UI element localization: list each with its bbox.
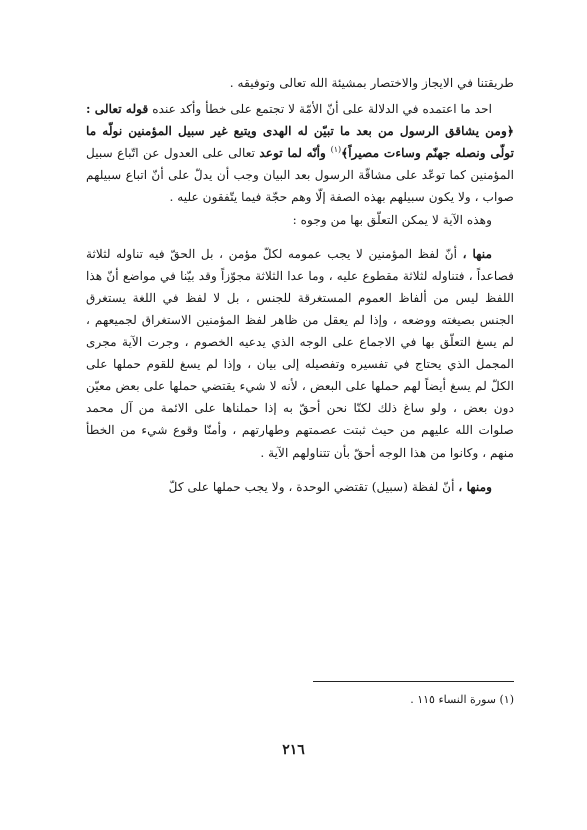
paragraph-2-text: احد ما اعتمده في الدلالة على أنّ الأمّة لا تجتمع على خطأ وأكد عنده <box>148 102 492 117</box>
footnote: (١) سورة النساء ١١٥ . <box>410 693 514 706</box>
page-number: ٢١٦ <box>282 742 305 758</box>
footnote-separator <box>313 681 514 682</box>
paragraph-4 <box>86 243 514 464</box>
paragraph-5-text: أنّ لفظة (سبيل) تقتضي الوحدة ، ولا يجب حملها على كلّ <box>168 479 459 494</box>
quran-verse: قوله تعالى : ﴿ومن يشاقق الرسول من بعد ما تبيّن له الهدى ويتبع غير سبيل المؤمنين نولّه ما تولّى ونصله جهنّم وساءت مصيراً﴾ <box>86 102 514 161</box>
paragraph-2-continuation: تعالى على العدول عن اتّباع سبيل المؤمنين كما توعّد على مشاقّة الرسول بعد البيان وجب أن يدلّ على أنّ اتباع سبيلهم صواب ، ولا يكون سبيلهم بهذه الصفة إلّا وهم حجّة فيما يتّفقون عليه . <box>86 146 514 205</box>
paragraph-5 <box>86 476 514 498</box>
paragraph-2-bold-tail: وأنّه لما توعد <box>259 146 331 161</box>
paragraph-4-lead: منها ، <box>462 246 492 261</box>
paragraph-1 <box>86 72 514 94</box>
paragraph-3 <box>86 209 514 231</box>
footnote-ref: (١) <box>330 145 342 155</box>
paragraph-4-text: أنّ لفظ المؤمنين لا يجب عمومه لكلّ مؤمن ، بل الحقّ فيه تناوله لثلاثة فصاعداً ، فتناوله لثلاثة مقطوع عليه ، وما عدا الثلاثة مجوّزاً وقد بيّنا في مواضع أنّ هذا اللفظ ليس من ألفاظ العموم المستغرقة للجنس ، بل لا لفظ في اللغة يستغرق الجنس بصيغته ووضعه ، وإذا لم يعقل من ظاهر لفظ المؤمنين الاستغراق لجميعهم ، لم يسغ التعلّق بها في الاجماع على الوجه الذي يدعيه الخصوم ، وجرت الآية مجرى المجمل الذي يحتاج في تفسيره وتفصيله إلى بيان ، وإذا لم يسغ للقوم حملها على الكلّ لم يسغ أيضاً لهم حملها على البعض ، لأنه لا شيء يقتضي حملها على بعض معيّن دون بعض ، ولو ساغ ذلك لكنّا نحن أحقّ به إذا حملناها على الائمة من آل محمد صلوات الله عليهم من حيث ثبتت عصمتهم وطهارتهم ، وأمنّا وقوع شيء من الخطأ منهم ، وكانوا من هذا الوجه أحقّ بأن تتناولهم الآية . <box>86 246 514 460</box>
paragraph-1-text: طريقتنا في الايجاز والاختصار بمشيئة الله تعالى وتوفيقه . <box>229 76 514 90</box>
paragraph-5-lead: ومنها ، <box>458 479 492 494</box>
paragraph-2 <box>86 98 514 208</box>
paragraph-3-text: وهذه الآية لا يمكن التعلّق بها من وجوه : <box>292 212 492 227</box>
main-text <box>86 72 514 498</box>
